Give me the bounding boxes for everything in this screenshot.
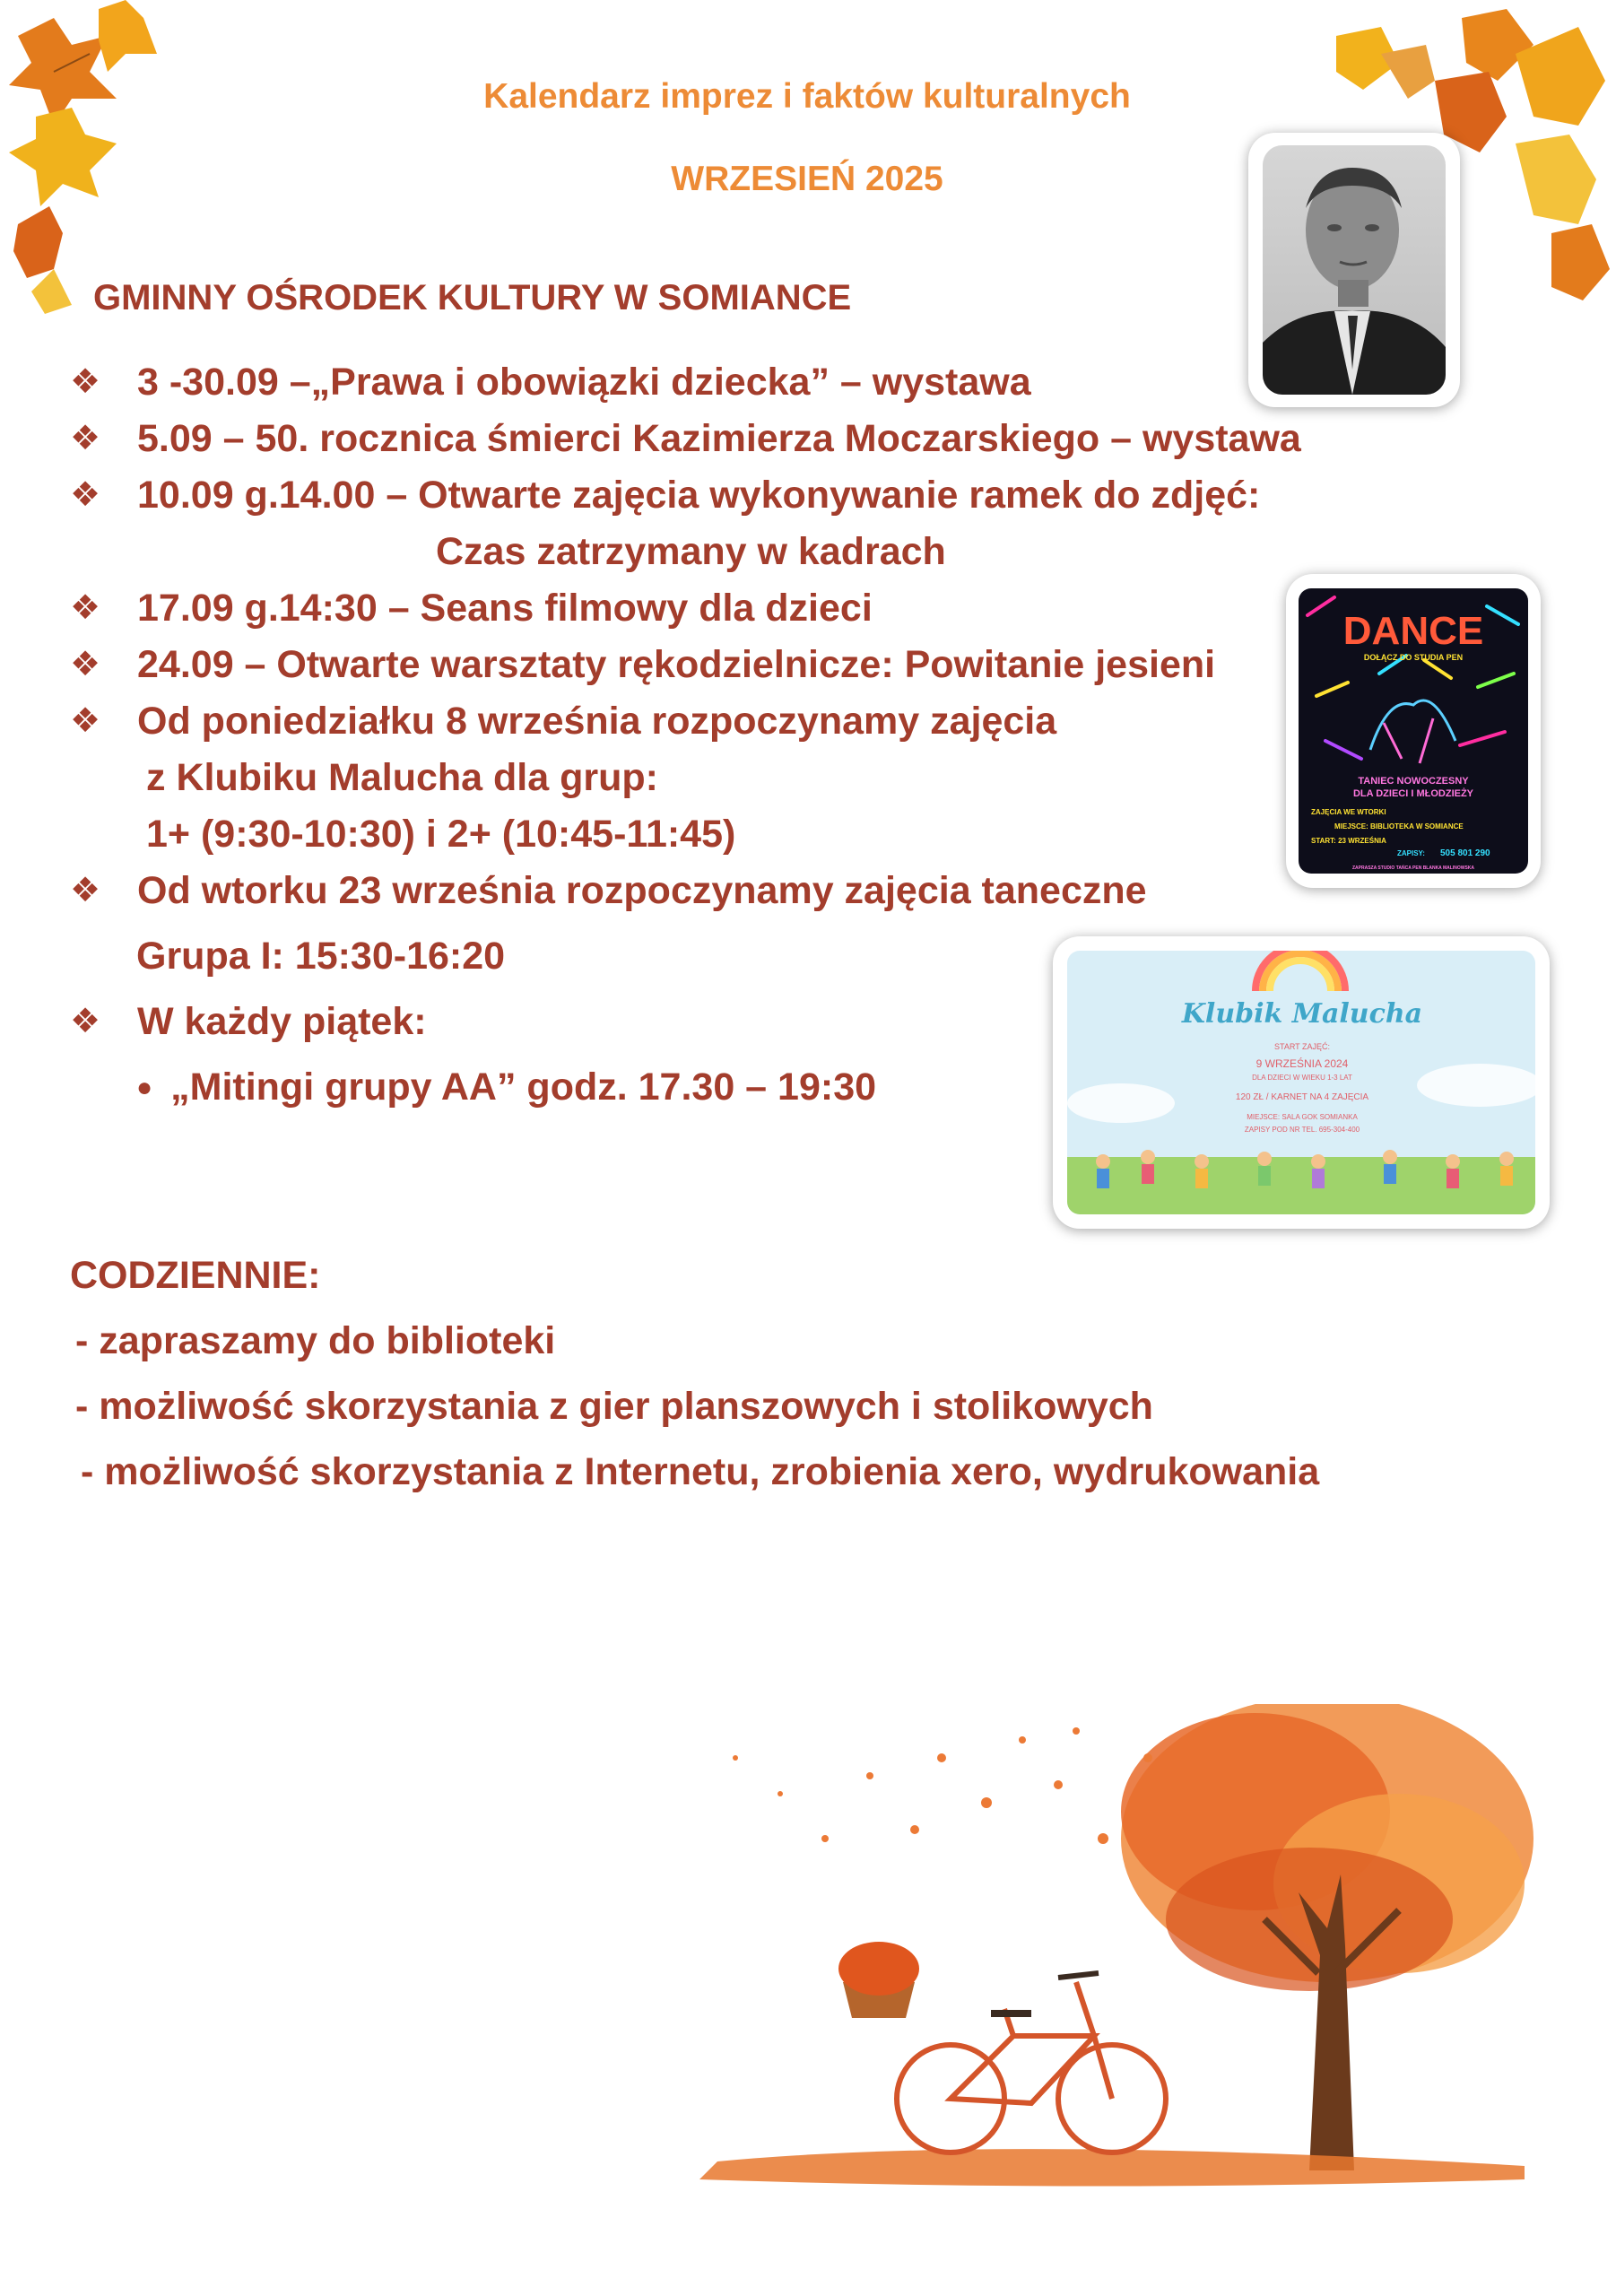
dance-title: DANCE — [1342, 609, 1484, 653]
klubik-price: 120 ZŁ / KARNET NA 4 ZAJĘCIA — [1235, 1092, 1369, 1102]
klubik-poster-art — [1067, 951, 1535, 1214]
daily-item: - możliwość skorzystania z Internetu, zrobienia xero, wydrukowania — [81, 1450, 1320, 1493]
dance-poster-frame — [1286, 574, 1541, 888]
event-continuation: Czas zatrzymany w kadrach — [436, 530, 946, 573]
dance-phone: 505 801 290 — [1440, 848, 1490, 858]
daily-item: - możliwość skorzystania z gier planszowych i stolikowych — [75, 1385, 1153, 1428]
diamond-bullet-icon: ❖ — [70, 589, 101, 627]
portrait-photo-frame — [1248, 133, 1460, 407]
man-portrait-illustration — [1263, 145, 1446, 395]
dance-line6: ZAPISY: — [1397, 849, 1425, 857]
dance-poster-art — [1299, 588, 1528, 874]
round-bullet-icon: ● — [136, 1073, 153, 1102]
diamond-bullet-icon: ❖ — [70, 702, 101, 740]
dance-line5: START: 23 WRZEŚNIA — [1311, 837, 1386, 845]
dance-line2: DLA DZIECI I MŁODZIEŻY — [1352, 788, 1474, 799]
klubik-start-label: START ZAJĘĆ: — [1273, 1042, 1331, 1051]
event-continuation: z Klubiku Malucha dla grup: — [146, 756, 658, 799]
dance-footer: ZAPRASZA STUDIO TAŃCA PEN BLANKA MALINOWSKA — [1351, 865, 1475, 871]
klubik-title: Klubik Malucha — [1181, 998, 1423, 1030]
klubik-age: DLA DZIECI W WIEKU 1-3 LAT — [1252, 1074, 1352, 1082]
autumn-tree-bicycle-illustration — [646, 1704, 1551, 2206]
calendar-title: Kalendarz imprez i faktów kulturalnych — [483, 77, 1131, 116]
klubik-place: MIEJSCE: SALA GOK SOMIANKA — [1247, 1113, 1358, 1121]
dance-line4: MIEJSCE: BIBLIOTEKA W SOMIANCE — [1334, 822, 1464, 831]
klubik-poster-frame — [1053, 936, 1550, 1229]
klubik-date: 9 WRZEŚNIA 2024 — [1255, 1057, 1349, 1070]
dance-poster — [1299, 588, 1528, 874]
event-continuation: Grupa I: 15:30-16:20 — [136, 935, 506, 978]
diamond-bullet-icon: ❖ — [70, 1003, 101, 1040]
diamond-bullet-icon: ❖ — [70, 476, 101, 514]
diamond-bullet-icon: ❖ — [70, 646, 101, 683]
daily-heading: CODZIENNIE: — [70, 1254, 321, 1297]
dance-subtitle: DOŁĄCZ DO STUDIA PEN — [1363, 653, 1464, 662]
calendar-month: WRZESIEŃ 2025 — [671, 160, 943, 198]
klubik-phone: ZAPISY POD NR TEL. 695-304-400 — [1244, 1126, 1360, 1134]
daily-item: - zapraszamy do biblioteki — [75, 1319, 556, 1362]
autumn-leaves-top-left-decoration — [0, 0, 170, 323]
event-sub-item: ● „Mitingi grupy AA” godz. 17.30 – 19:30 — [136, 1065, 877, 1109]
dance-line1: TANIEC NOWOCZESNY — [1358, 776, 1469, 787]
diamond-bullet-icon: ❖ — [70, 363, 101, 401]
klubik-poster — [1067, 951, 1535, 1214]
dance-line3: ZAJĘCIA WE WTORKI — [1311, 808, 1386, 816]
diamond-bullet-icon: ❖ — [70, 420, 101, 457]
event-continuation: 1+ (9:30-10:30) i 2+ (10:45-11:45) — [146, 813, 736, 856]
bicycle — [897, 1982, 1166, 2152]
institution-name: GMINNY OŚRODEK KULTURY W SOMIANCE — [93, 278, 852, 317]
diamond-bullet-icon: ❖ — [70, 872, 101, 909]
portrait-photo — [1263, 145, 1446, 395]
